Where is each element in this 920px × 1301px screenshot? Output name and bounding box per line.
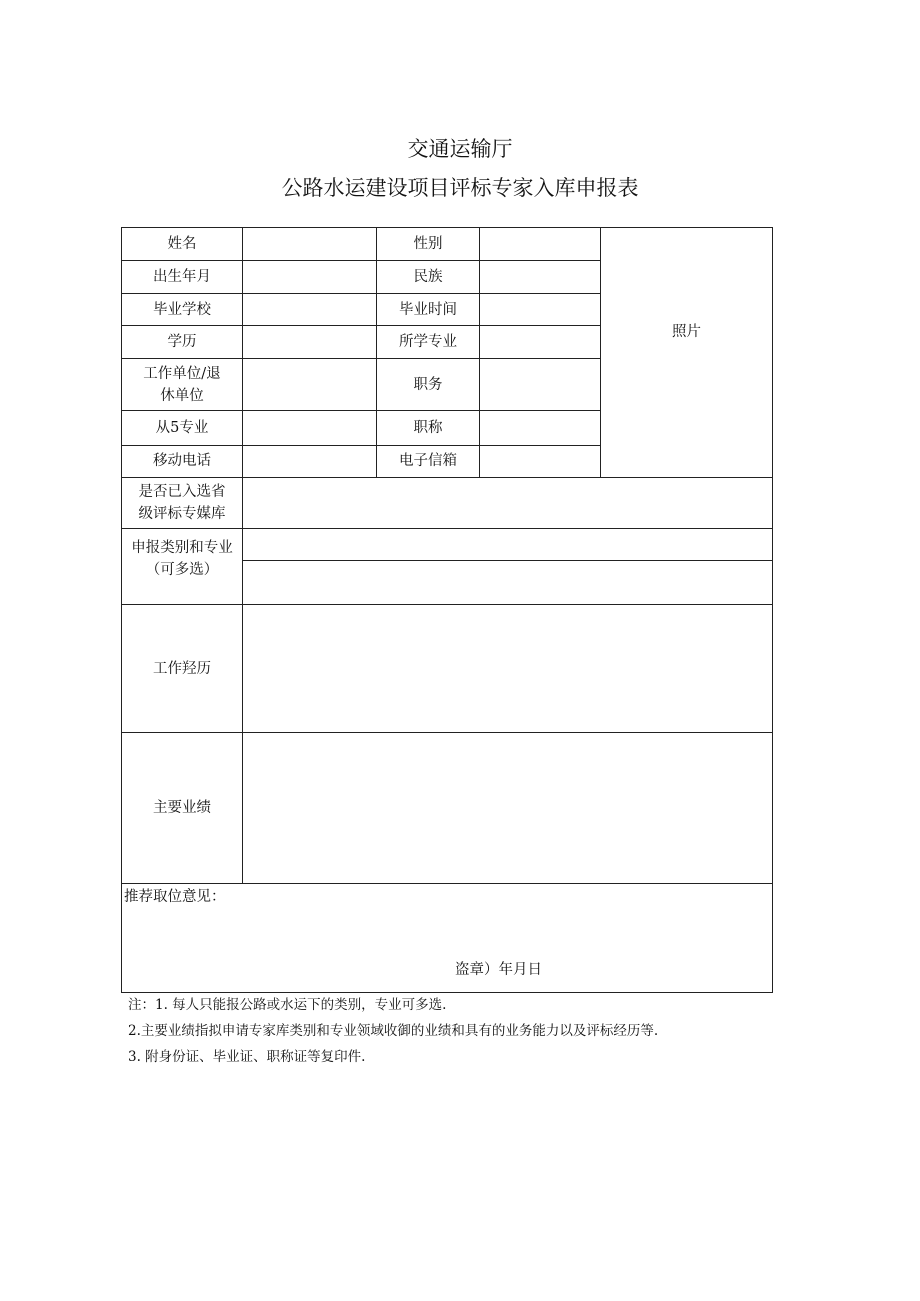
work-unit-field[interactable] <box>243 359 377 411</box>
recommend-sign: 盗章）年月日 <box>455 961 542 978</box>
name-label: 姓名 <box>122 228 243 261</box>
specialty-label: 从5专业 <box>122 411 243 445</box>
apply-field-2[interactable] <box>243 560 773 604</box>
gender-label: 性别 <box>377 228 480 261</box>
email-field[interactable] <box>480 445 601 477</box>
apply-field-1[interactable] <box>243 528 773 560</box>
ethnicity-label: 民族 <box>377 261 480 294</box>
ethnicity-field[interactable] <box>480 261 601 294</box>
position-field[interactable] <box>480 359 601 411</box>
apply-label <box>122 528 243 604</box>
form-row-provincial <box>122 477 773 528</box>
grad-time-label: 毕业时间 <box>377 294 480 326</box>
work-history-label: 工作羟历 <box>122 604 243 732</box>
school-field[interactable] <box>243 294 377 326</box>
provincial-label-line1: 是否已入选省 <box>138 483 226 500</box>
notes <box>128 992 658 1070</box>
form-row-name <box>122 228 773 261</box>
position-label: 职务 <box>377 359 480 411</box>
gender-field[interactable] <box>480 228 601 261</box>
birth-field[interactable] <box>243 261 377 294</box>
specialty-field[interactable] <box>243 411 377 445</box>
title-field[interactable] <box>480 411 601 445</box>
provincial-label-line2: 级评标专媒库 <box>138 505 226 522</box>
education-label: 学历 <box>122 326 243 359</box>
note-3: 3. 附身份证、毕业证、职称证等复印件. <box>128 1049 366 1065</box>
title-form: 公路水运建设项目评标专家入库申报表 <box>281 176 639 200</box>
grad-time-field[interactable] <box>480 294 601 326</box>
photo-box[interactable] <box>601 228 773 478</box>
apply-label-line1: 申报类别和专业 <box>131 540 233 557</box>
work-unit-label <box>122 359 243 411</box>
achievements-label: 主要业绩 <box>122 733 243 883</box>
school-label: 毕业学校 <box>122 294 243 326</box>
work-history-field[interactable] <box>243 604 773 732</box>
mobile-field[interactable] <box>243 445 377 477</box>
mobile-label: 移动电话 <box>122 445 243 477</box>
major-label: 所学专业 <box>377 326 480 359</box>
form-row-achievements <box>122 733 773 883</box>
recommend-field[interactable] <box>122 883 773 992</box>
achievements-field[interactable] <box>243 733 773 883</box>
form-row-work-history <box>122 604 773 732</box>
provincial-label <box>122 477 243 528</box>
application-form-table <box>121 227 773 993</box>
form-row-recommend <box>122 883 773 992</box>
note-1: 注：1. 每人只能报公路或水运下的类别，专业可多选. <box>128 997 447 1013</box>
work-unit-label-line2: 休单位 <box>160 387 204 404</box>
note-2: 2.主要业绩指拟申请专家库类别和专业领域收御的业绩和具有的业务能力以及评标经历等. <box>128 1023 659 1039</box>
birth-label: 出生年月 <box>122 261 243 294</box>
form-row-apply-1 <box>122 528 773 560</box>
education-field[interactable] <box>243 326 377 359</box>
major-field[interactable] <box>480 326 601 359</box>
photo-label: 照片 <box>672 324 701 341</box>
title-label: 职称 <box>377 411 480 445</box>
title-agency: 交通运输厅 <box>407 137 513 161</box>
work-unit-label-line1: 工作单位/退 <box>143 365 221 382</box>
recommend-label: 推荐取位意见： <box>124 888 226 905</box>
email-label: 电子信箱 <box>377 445 480 477</box>
apply-label-line2: （可多选） <box>145 562 219 579</box>
provincial-field[interactable] <box>243 477 773 528</box>
name-field[interactable] <box>243 228 377 261</box>
